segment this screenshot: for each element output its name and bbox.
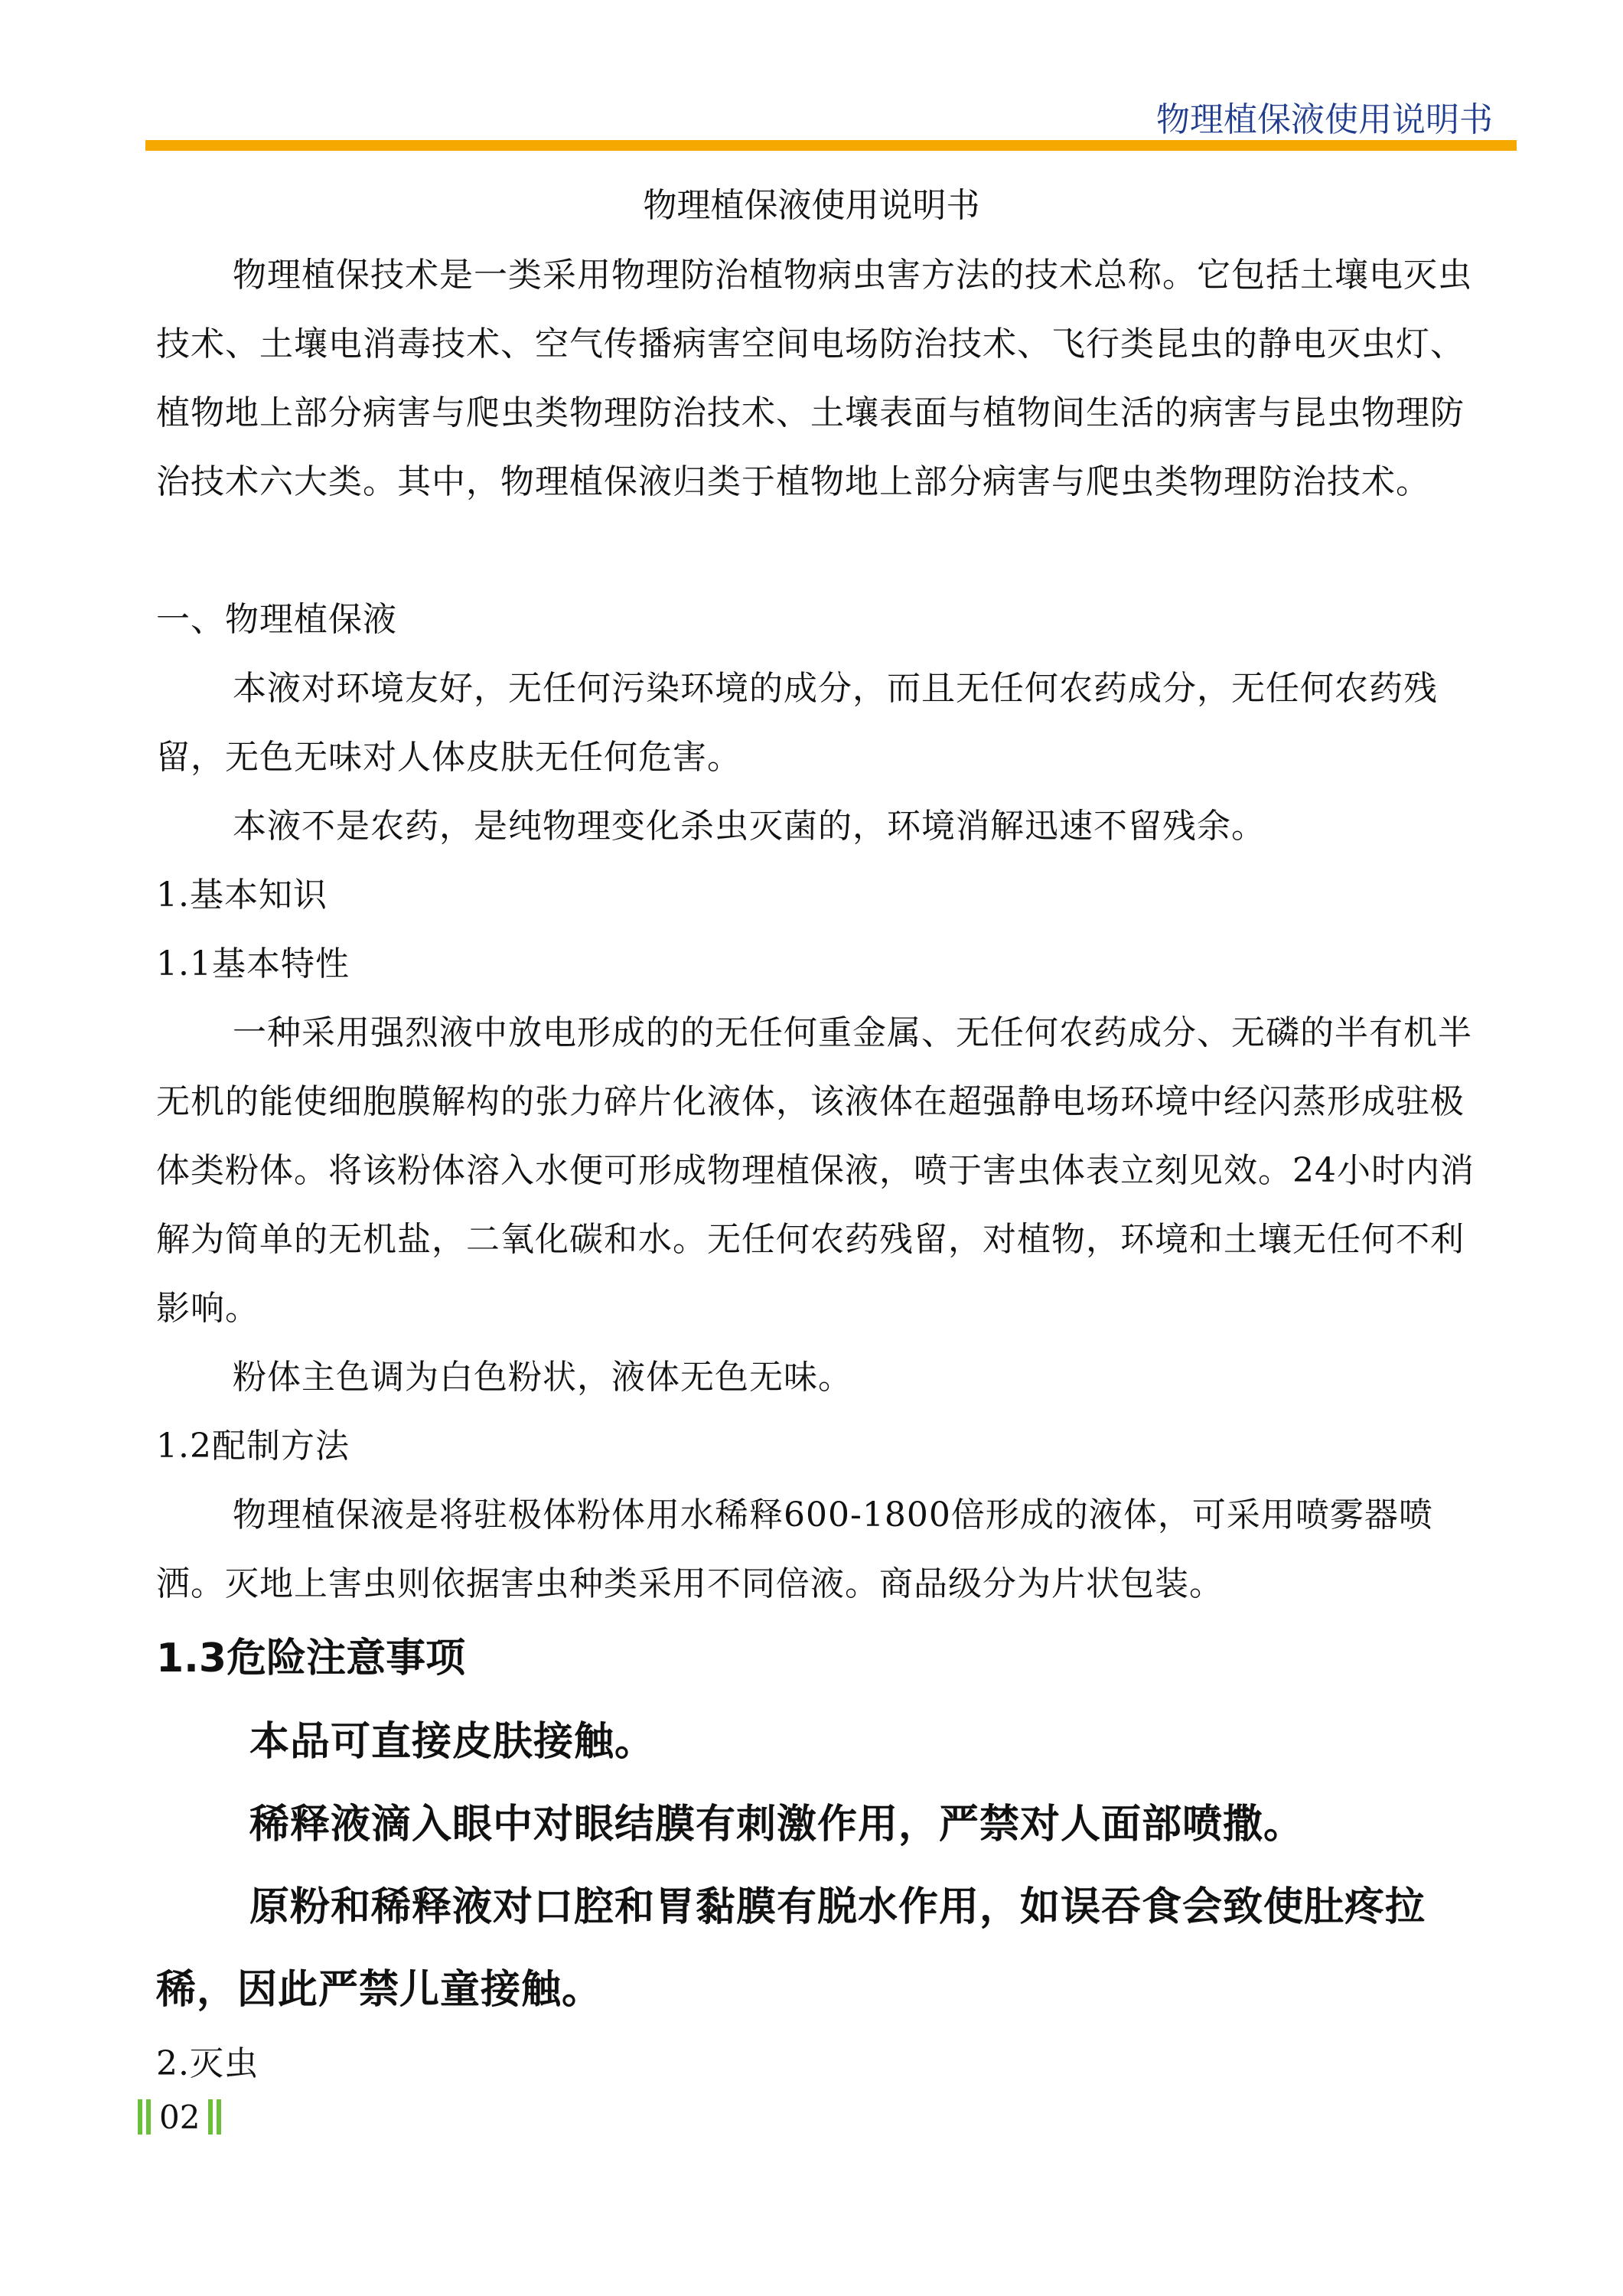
footer-bar-right-2 xyxy=(217,2099,221,2135)
heading-1-1: 1.1基本特性 xyxy=(156,944,350,983)
paragraph-1-1: 一种采用强烈液中放电形成的的无任何重金属、无任何农药成分、无磷的半有机半无机的能使细胞膜解构的张力碎片化液体，该液体在超强静电场环境中经闪蒸形成驻极体类粉体。将该粉体溶入水便可形成物理植保液，喷于害虫体表立刻见效。24小时内消解为简单的无机盐，二氧化碳和水。无任何农药残留，对植物，环境和土壤无任何不利影响。 xyxy=(156,1013,1475,1328)
heading-2: 2.灭虫 xyxy=(156,2044,259,2083)
heading-1-2: 1.2配制方法 xyxy=(156,1427,350,1466)
section1-paragraph-2: 本液不是农药，是纯物理变化杀虫灭菌的，环境消解迅速不留残余。 xyxy=(233,807,1266,846)
paragraph-1-3b: 稀释液滴入眼中对眼结膜有刺激作用，严禁对人面部喷撒。 xyxy=(249,1802,1305,1848)
section-heading-1: 一、物理植保液 xyxy=(156,600,397,639)
footer-bar-right xyxy=(208,2099,213,2135)
running-header: 物理植保液使用说明书 xyxy=(1156,100,1493,139)
paragraph-1-3a: 本品可直接皮肤接触。 xyxy=(249,1719,656,1765)
heading-1: 1.基本知识 xyxy=(156,876,328,915)
page-footer xyxy=(138,2094,221,2140)
paragraph-1-1b: 粉体主色调为白色粉状，液体无色无味。 xyxy=(233,1358,852,1397)
paragraph-1-3c: 原粉和稀释液对口腔和胃黏膜有脱水作用，如误吞食会致使肚疼拉稀，因此严禁儿童接触。 xyxy=(156,1884,1426,2013)
footer-bar-left xyxy=(138,2099,142,2135)
paragraph-1-2: 物理植保液是将驻极体粉体用水稀释600-1800倍形成的液体，可采用喷雾器喷洒。灭地上害虫则依据害虫种类采用不同倍液。商品级分为片状包装。 xyxy=(156,1495,1433,1603)
page-number: 02 xyxy=(159,2098,200,2136)
intro-paragraph: 物理植保技术是一类采用物理防治植物病虫害方法的技术总称。它包括土壤电灭虫技术、土壤电消毒技术、空气传播病害空间电场防治技术、飞行类昆虫的静电灭虫灯、植物地上部分病害与爬虫类物理防治技术、土壤表面与植物间生活的病害与昆虫物理防治技术六大类。其中，物理植保液归类于植物地上部分病害与爬虫类物理防治技术。 xyxy=(156,256,1472,501)
section1-paragraph-1: 本液对环境友好，无任何污染环境的成分，而且无任何农药成分，无任何农药残留，无色无味对人体皮肤无任何危害。 xyxy=(156,669,1438,777)
footer-bar-left-2 xyxy=(146,2099,151,2135)
page-title: 物理植保液使用说明书 xyxy=(643,186,980,225)
header-rule xyxy=(145,140,1517,151)
heading-1-3: 1.3危险注意事项 xyxy=(156,1636,466,1681)
